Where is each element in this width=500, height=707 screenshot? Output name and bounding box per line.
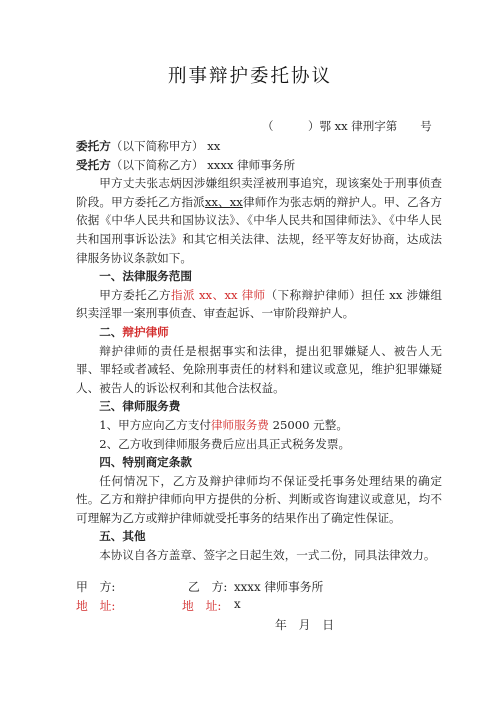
agent-line xyxy=(76,156,442,175)
section-1-title: 一、法律服务范围 xyxy=(99,269,192,284)
intro-text-2: 律师作为张志炳的辩护人。甲、乙各方依据《中华人民共和国协议法》、《中华人民共和国律师法》、《中华人民共和国刑事诉讼法》和其它相关法律、法规，经平等友好协商，达成法律服务协议条款如下。 xyxy=(76,194,442,265)
agreement-body xyxy=(76,137,442,565)
section-2-title-text: 辩护律师 xyxy=(122,324,169,339)
section-3-item-2: 2、乙方收到律师服务费后应出具正式税务发票。 xyxy=(99,436,351,451)
section-1-text-b: （下称辩护律师）担任 xx 涉嫌组织卖淫罪一案刑事侦查、审查起诉、一审阶段辩护人。 xyxy=(76,287,442,321)
document-title: 刑事辩护委托协议 xyxy=(167,66,332,87)
section-3-item-1-a: 1、甲方应向乙方支付 xyxy=(99,417,211,432)
case-number: （ ）鄂 xx 律刑字第 号 xyxy=(262,119,432,133)
section-1-text-a: 甲方委托乙方 xyxy=(99,287,172,302)
section-2-title xyxy=(76,323,442,342)
agent-value: xxxx 律师事务所 xyxy=(207,157,296,172)
section-3-title: 三、律师服务费 xyxy=(99,399,181,414)
intro-text-1: 甲方丈夫张志炳因涉嫌组织卖淫被刑事追究，现该案处于刑事侦查阶段。甲方委托乙方指派 xyxy=(76,176,442,209)
intro-paragraph xyxy=(76,174,442,267)
section-1-body xyxy=(76,286,442,323)
client-value: xx xyxy=(207,139,221,153)
client-note: （以下简称甲方） xyxy=(110,139,204,153)
party-b-label: 乙 方: xyxy=(188,580,228,594)
signature-date-row xyxy=(76,616,456,658)
party-a-label: 甲 方: xyxy=(76,580,116,594)
section-3-item-1-b: 25000 元整。 xyxy=(268,417,348,432)
section-2-body: 辩护律师的责任是根据事实和法律，提出犯罪嫌疑人、被告人无罪、罪轻或者减轻、免除刑事责任的材料和建议或意见，维护犯罪嫌疑人、被告人的诉讼权利和其他合法权益。 xyxy=(76,343,442,395)
client-line xyxy=(76,137,442,156)
section-1-red-text: 指派 xx、xx 律师 xyxy=(171,287,266,302)
section-5-title: 五、其他 xyxy=(99,529,146,544)
address-b-value: x xyxy=(234,597,241,611)
agent-note: （以下简称乙方） xyxy=(110,157,204,172)
section-4-body: 任何情况下，乙方及辩护律师均不保证受托事务处理结果的确定性。乙方和辩护律师向甲方提供的分析、判断或咨询建议或意见，均不可理解为乙方或辩护律师就受托事务的结果作出了确定性保证。 xyxy=(76,473,442,525)
section-5-body: 本协议自各方盖章、签字之日起生效，一式二份，同具法律效力。 xyxy=(99,548,436,563)
section-3-item-1-red: 律师服务费 xyxy=(210,417,269,432)
section-2-number: 二、 xyxy=(99,324,123,339)
party-b-value: xxxx 律师事务所 xyxy=(234,580,324,594)
section-3-item-1 xyxy=(76,416,442,435)
section-4-title: 四、特别商定条款 xyxy=(99,455,192,470)
signature-date: 年 月 日 xyxy=(275,618,334,632)
address-a-label: 地 址: xyxy=(76,599,116,613)
intro-lawyers-underlined: xx、xx xyxy=(204,194,243,209)
client-label: 委托方 xyxy=(76,139,111,153)
agent-label: 受托方 xyxy=(76,157,111,172)
address-b-label: 地 址: xyxy=(182,599,222,613)
